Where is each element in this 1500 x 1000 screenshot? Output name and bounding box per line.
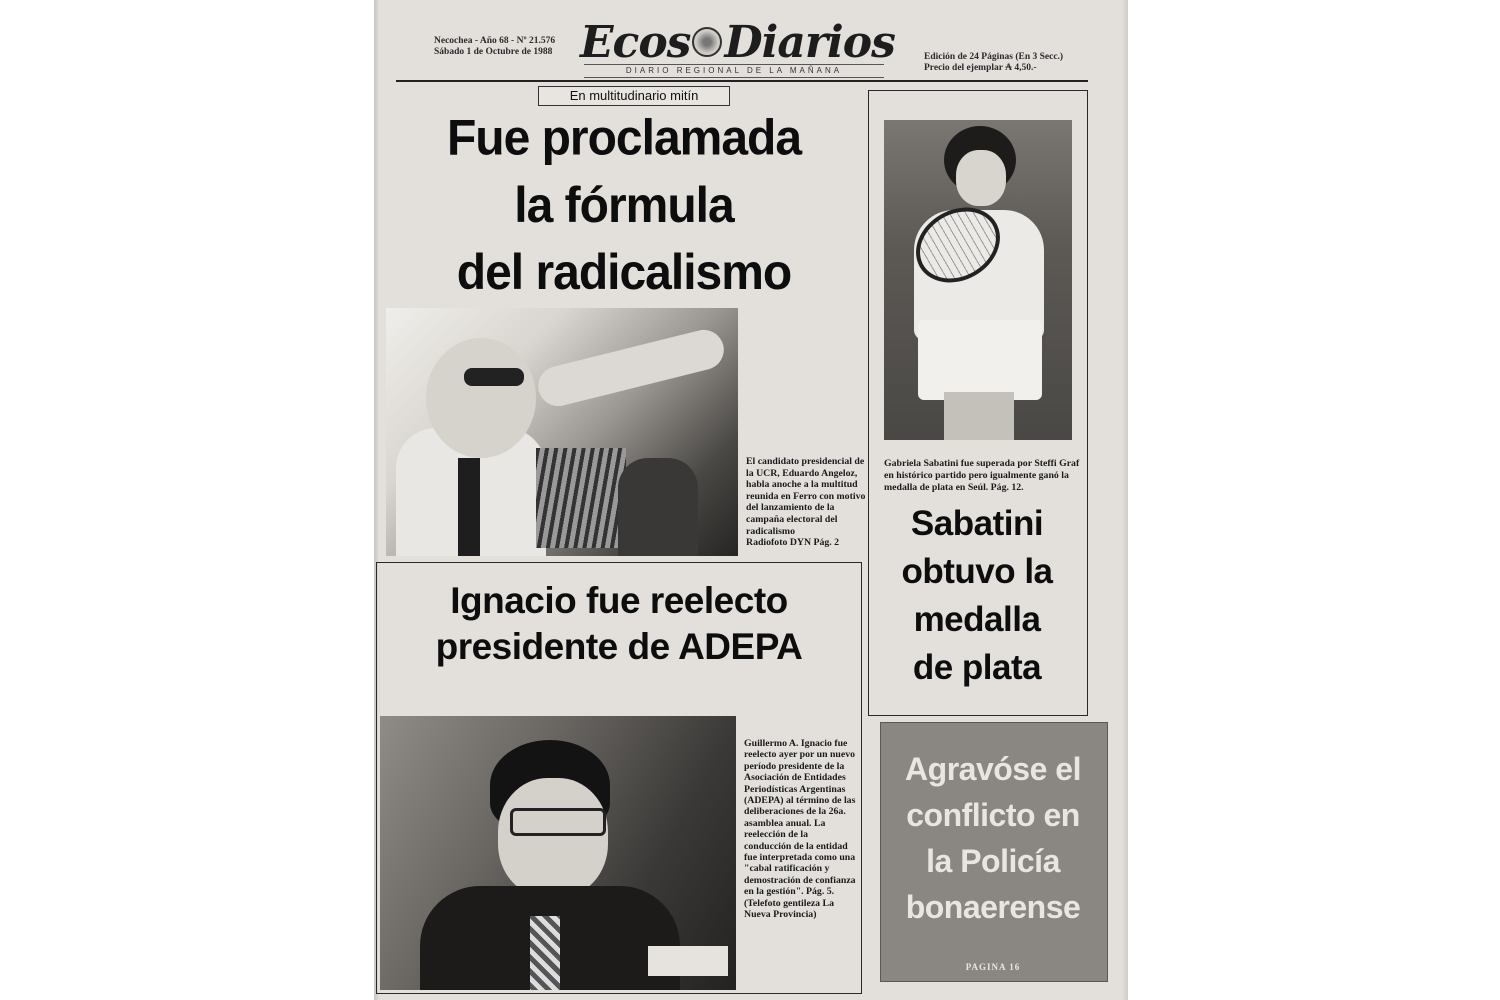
photo-microphones	[536, 448, 626, 548]
photo-credit: Radiofoto DYN Pág. 2	[746, 537, 840, 549]
ignacio-photo	[380, 716, 736, 990]
seal-icon	[692, 27, 722, 57]
angeloz-caption	[746, 456, 870, 549]
headline-line: Sabatini	[910, 504, 1044, 543]
masthead-info-right	[924, 52, 1084, 74]
caption-text: Gabriela Sabatini fue superada por Steffi Graf en histórico partido pero igualmente ganó la medalla de plata en Seúl. Pág. 12.	[884, 458, 1080, 493]
sabatini-photo	[884, 120, 1072, 440]
newspaper-logo	[580, 17, 910, 68]
sabatini-headline	[874, 500, 1080, 692]
headline-line: del radicalismo	[456, 244, 792, 301]
photo-figure-tie	[458, 458, 480, 556]
issue-price: Precio del ejemplar ₳ 4,50.-	[924, 63, 1037, 73]
headline-line: Agravóse el	[905, 751, 1081, 787]
main-story-headline	[396, 105, 852, 307]
policia-page-ref: PAGINA 16	[965, 962, 1021, 972]
policia-headline	[884, 746, 1102, 930]
photo-raised-arm	[534, 326, 728, 411]
main-story-kicker: En multitudinario mitín	[538, 86, 730, 106]
photo-figure-glasses	[510, 808, 606, 836]
photo-player-face	[956, 150, 1006, 206]
caption-text: Guillermo A. Ignacio fue reelecto ayer por un nuevo período presidente de la Asociación de Entidades Periodísticas Argentinas (ADEPA) al término de las deliberaciones de la 26a. asamblea anual. La reelección de la conducción de la entidad fue interpretada como una "cabal ratificación y demostración de confianza en la gestión". Pág. 5.	[744, 738, 856, 898]
masthead-tagline: DIARIO REGIONAL DE LA MAÑANA	[584, 64, 884, 78]
headline-line: conflicto en	[906, 797, 1080, 833]
issue-date: Sábado 1 de Octubre de 1988	[434, 47, 553, 57]
photo-figure-face	[498, 778, 608, 898]
photo-player-legs	[944, 392, 1014, 440]
headline-line: Fue proclamada	[446, 110, 802, 167]
issue-number: Necochea - Año 68 - Nº 21.576	[434, 36, 556, 46]
logo-word-diarios: Diarios	[724, 17, 895, 68]
headline-line: de plata	[912, 648, 1042, 687]
page-edge-right	[1122, 0, 1128, 1000]
logo-word-ecos: Ecos	[580, 17, 691, 68]
masthead-rule	[396, 80, 1088, 82]
edition-pages: Edición de 24 Páginas (En 3 Secc.)	[924, 52, 1064, 62]
photo-figure-glasses	[464, 368, 524, 386]
headline-line: Ignacio fue reelecto	[450, 580, 788, 621]
headline-line: obtuvo la	[901, 552, 1053, 591]
headline-line: la Policía	[926, 843, 1060, 879]
headline-line: la fórmula	[514, 177, 734, 234]
headline-line: medalla	[913, 600, 1041, 639]
headline-line: presidente de ADEPA	[435, 626, 803, 667]
photo-bystander	[618, 458, 698, 556]
adepa-headline	[382, 578, 856, 670]
sabatini-caption	[884, 458, 1080, 494]
photo-figure-tie	[530, 916, 560, 990]
ignacio-caption	[744, 738, 856, 921]
photo-player-skirt	[918, 320, 1042, 400]
photo-credit: (Telefoto gentileza La Nueva Provincia)	[744, 897, 834, 921]
photo-figure-head	[426, 338, 536, 458]
headline-line: bonaerense	[905, 889, 1081, 925]
caption-text: El candidato presidencial de la UCR, Eduardo Angeloz, habla anoche a la multitud reunida en Ferro con motivo del lanzamiento de la campaña electoral del radicalismo	[746, 456, 866, 537]
photo-nameplate	[648, 946, 728, 976]
masthead-info-left	[434, 36, 574, 58]
angeloz-photo	[386, 308, 738, 556]
